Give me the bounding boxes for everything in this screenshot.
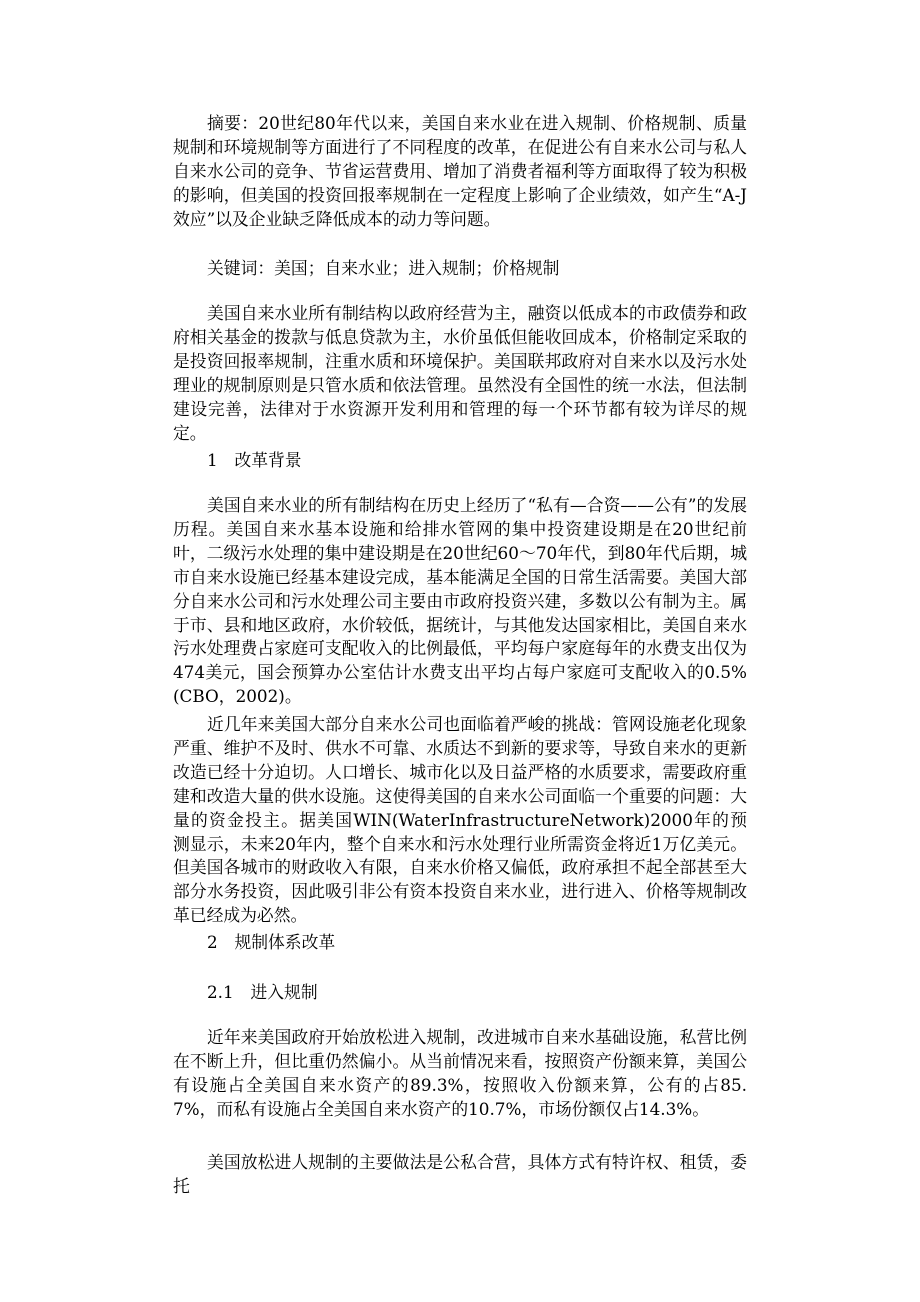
- section-1-heading: 1 改革背景: [207, 450, 302, 470]
- intro-paragraph: 美国自来水业所有制结构以政府经营为主，融资以低成本的市政债券和政府相关基金的拨款与低息贷款为主，水价虽低但能收回成本，价格制定采取的是投资回报率规制，注重水质和环境保护。美国联邦政府对自来水以及污水处理业的规制原则是只管水质和依法管理。虽然没有全国性的统一水法，但法制建设完善，法律对于水资源开发利用和管理的每一个环节都有较为详尽的规定。: [173, 303, 747, 443]
- section-2-1-paragraph-1: 近年来美国政府开始放松进入规制，改进城市自来水基础设施，私营比例在不断上升，但比重仍然偏小。从当前情况来看，按照资产份额来算，美国公有设施占全美国自来水资产的89.3%，按照收入份额来算，公有的占85.7%，而私有设施占全美国自来水资产的10.7%，市场份额仅占14.3%。: [173, 1027, 747, 1119]
- section-2-heading: 2 规制体系改革: [207, 932, 336, 952]
- section-2-1-heading: 2.1 进入规制: [207, 982, 318, 1002]
- section-2-1-paragraph-2: 美国放松进人规制的主要做法是公私合营，具体方式有特许权、租赁，委托: [173, 1152, 747, 1196]
- keywords-line: 关键词：美国；自来水业；进入规制；价格规制: [207, 258, 560, 278]
- section-1-paragraph-2: 近几年来美国大部分自来水公司也面临着严峻的挑战：管网设施老化现象严重、维护不及时、供水不可靠、水质达不到新的要求等，导致自来水的更新改造已经十分迫切。人口增长、城市化以及日益严格的水质要求，需要政府重建和改造大量的供水设施。这使得美国的自来水公司面临一个重要的问题：大量的资金投主。据美国WIN(WaterInfrastructureNetwork)2000年的预测显示，未来20年内，整个自来水和污水处理行业所需资金将近1万亿美元。但美国各城市的财政收入有限，自来水价格又偏低，政府承担不起全部甚至大部分水务投资，因此吸引非公有资本投资自来水业，进行进入、价格等规制改革已经成为必然。: [173, 714, 747, 926]
- section-1-paragraph-1: 美国自来水业的所有制结构在历史上经历了“私有—合资——公有”的发展历程。美国自来水基本设施和给排水管网的集中投资建设期是在20世纪前叶，二级污水处理的集中建设期是在20世纪60～70年代，到80年代后期，城市自来水设施已经基本建设完成，基本能满足全国的日常生活需要。美国大部分自来水公司和污水处理公司主要由市政府投资兴建，多数以公有制为主。属于市、县和地区政府，水价较低，据统计，与其他发达国家相比，美国自来水污水处理费占家庭可支配收入的比例最低，平均每户家庭每年的水费支出仅为474美元，国会预算办公室估计水费支出平均占每户家庭可支配收入的0.5%(CBO，2002)。: [173, 495, 747, 707]
- abstract-paragraph: 摘要：20世纪80年代以来，美国自来水业在进入规制、价格规制、质量规制和环境规制等方面进行了不同程度的改革，在促进公有自来水公司与私人自来水公司的竞争、节省运营费用、增加了消费者福利等方面取得了较为积极的影响，但美国的投资回报率规制在一定程度上影响了企业绩效，如产生“A-J效应”以及企业缺乏降低成本的动力等问题。: [173, 113, 747, 229]
